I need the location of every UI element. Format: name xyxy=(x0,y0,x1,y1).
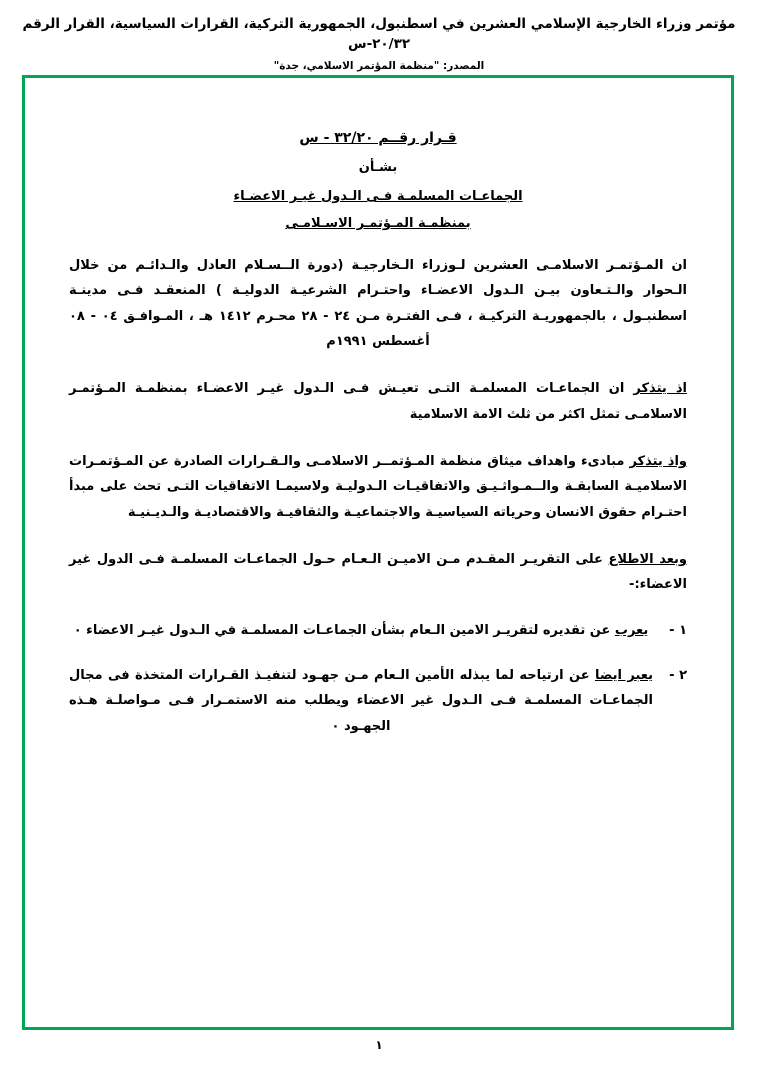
recalling-principles-paragraph xyxy=(69,449,687,525)
document-body xyxy=(25,78,731,1027)
list-item-text xyxy=(69,618,653,643)
having-reviewed-lead: وبعد الاطلاع xyxy=(608,552,688,568)
page-number: ١ xyxy=(375,1038,383,1052)
list-item-lead: يعرب xyxy=(614,622,649,638)
list-item xyxy=(69,663,687,739)
resolution-about-label: بشـأن xyxy=(358,160,398,175)
having-reviewed-paragraph xyxy=(69,547,687,598)
resolution-number-text: قـرار رقــم ٣٢/٢٠ - س xyxy=(299,130,457,146)
recalling-principles-text: مبادىء واهداف ميثاق منظمة المـؤتمــر الاسلامـى والـقـرارات الصادرة عن المـؤتمـرات الاسلاميـة السابقـة والــمـواثـيـق والاتفاقيـات الـدوليـة ولاسيمـا الاتفاقيات التـى تحث على مبدأ احتـرام حقوق الانسان وحرياته السياسيـة والاجتماعيـة والثقافيـة والاقتصاديـة والـديـنيـة xyxy=(69,454,687,520)
document-header xyxy=(0,0,758,72)
list-item-body: عن تقديره لتقريـر الامين الـعام بشأن الجماعـات المسلمـة في الـدول غيـر الاعضاء ٠ xyxy=(73,622,615,638)
recalling-lead: اذ يتذكر xyxy=(633,381,688,397)
list-item-number: ١ - xyxy=(669,622,687,638)
list-item-text xyxy=(69,663,653,739)
list-item-number: ٢ - xyxy=(669,668,687,684)
list-item-lead: يعبر ايضا xyxy=(594,668,653,684)
list-item xyxy=(69,618,687,643)
header-title: مؤتمر وزراء الخارجية الإسلامي العشرين في اسطنبول، الجمهورية التركية، القرارات السياسية، القرار الرقم ٢٠/٣٢-س xyxy=(22,16,736,53)
resolution-number xyxy=(69,130,687,146)
resolution-subject-line-2: بمنظمـة المـؤتمـر الاسـلامـى xyxy=(285,216,471,231)
resolution-subject-line-1: الجماعـات المسلمـة فـى الـدول غيـر الاعضـاء xyxy=(233,189,523,204)
recalling-text: ان الجماعـات المسلمـة التـى تعيـش فـى الـدول غيـر الاعضـاء بمنظمـة المـؤتمـر الاسلامـى تمثل اكثر من ثلث الامة الاسلامية xyxy=(69,381,687,422)
recalling-principles-lead: واذ يتذكر xyxy=(629,454,688,470)
preamble-paragraph: ان المـؤتمـر الاسلامـى العشرين لـوزراء الـخارجيـة (دورة الــسـلام العادل والـدائـم من خلال الـحوار والـتـعاون بيـن الـدول الاعضـاء واحتـرام الشرعيـة الدوليـة ) المنعقـد فـى مدينـة اسطنبـول ، بالجمهوريـة التركيـة ، فـى الفتـرة مـن ٢٤ - ٢٨ محـرم ١٤١٢ هـ ، المـوافـق ٠٤ - ٠٨ أغسطس ١٩٩١م xyxy=(69,258,688,350)
header-source: المصدر: "منظمة المؤتمر الاسلامي، جدة" xyxy=(273,59,485,72)
list-item-body: عن ارتياحه لما يبذله الأمين الـعام مـن جهـود لتنفيـذ القـرارات المتخذة فى مجال الجماعـات المسلمـة فـى الـدول غير الاعضاء ويطلب منه الاستمـرار فـى مـواصلـة هـذه الجهـود ٠ xyxy=(69,668,653,734)
recalling-paragraph xyxy=(69,376,687,427)
green-border-frame xyxy=(22,75,734,1030)
having-reviewed-text: على التقريـر المقـدم مـن الاميـن الـعـام حـول الجماعـات المسلمـة فـى الدول غير الاعضاء:- xyxy=(69,552,687,593)
